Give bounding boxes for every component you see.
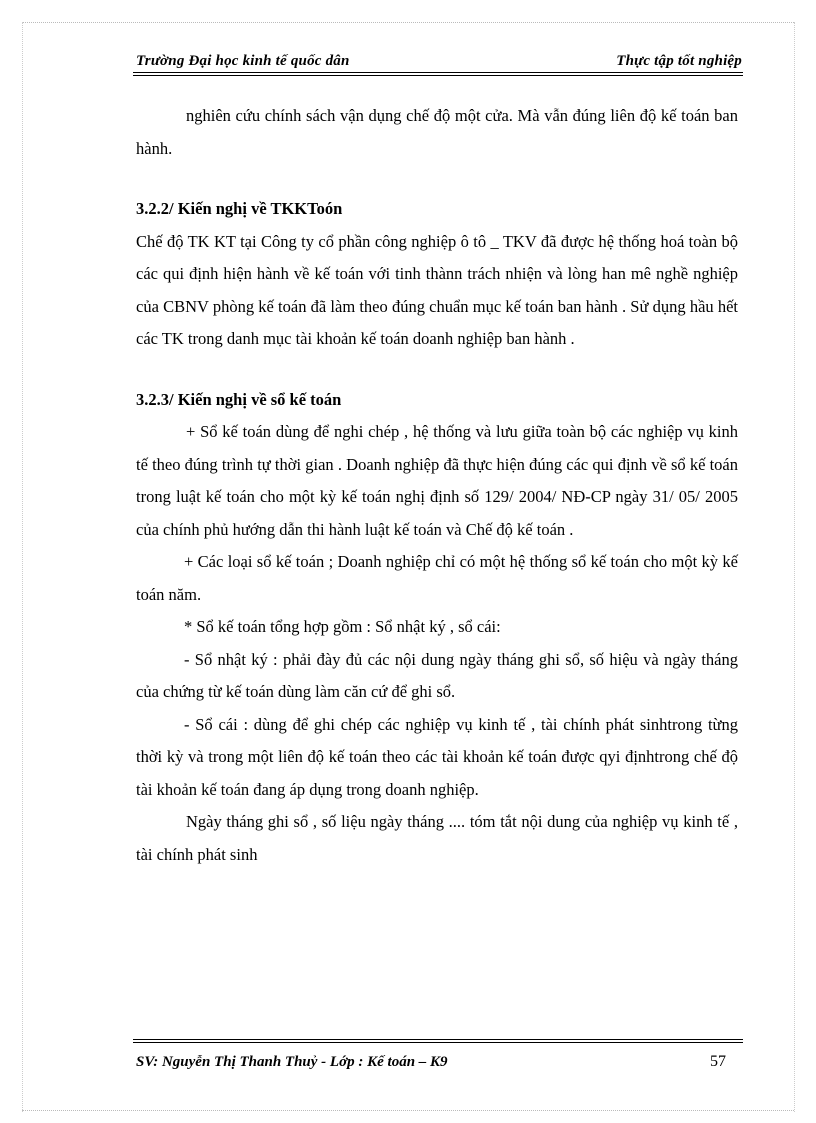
section-323-paragraph-5: - Sổ cái : dùng để ghi chép các nghiệp vụ kinh tế , tài chính phát sinhtrong từng thời kỳ và trong một liên độ kế toán theo các tài khoản kế toán được qyi địnhtrong chế độ tài khoản kế toán đang áp dụng trong doanh nghiệp. <box>136 714 738 799</box>
section-322-text: Chế độ TK KT tại Công ty cổ phần công nghiệp ô tô _ TKV đã được hệ thống hoá toàn bộ các qui định hiện hành về kế toán với tinh thànn trách nhiện và lòng han mê nghề nghiệp của CBNV phòng kế toán đã làm theo đúng chuẩn mục kế toán ban hành . Sử dụng hầu hết các TK trong danh mục tài khoản kế toán doanh nghiệp ban hành . <box>136 231 738 348</box>
footer-rule-top <box>133 1039 743 1040</box>
page-border-left <box>22 22 23 1112</box>
header-rule-top <box>133 72 743 73</box>
footer-rule-bottom <box>133 1042 743 1043</box>
intro-paragraph: nghiên cứu chính sách vận dụng chế độ một cửa. Mà vẫn đúng liên độ kế toán ban hành. <box>136 106 738 158</box>
footer-student: SV: Nguyễn Thị Thanh Thuỷ - Lớp : Kế toán – K9 <box>136 1054 448 1070</box>
section-323-paragraph-1: + Sổ kế toán dùng để nghi chép , hệ thống và lưu giữa toàn bộ các nghiệp vụ kinh tế theo đúng trình tự thời gian . Doanh nghiệp đã thực hiện đúng các qui định về sổ kế toán trong luật kế toán cho một kỳ kế toán nghị định số 129/ 2004/ NĐ-CP ngày 31/ 05/ 2005 của chính phủ hướng dẫn thi hành luật kế toán và Chế độ kế toán . <box>136 422 738 539</box>
section-323-paragraph-2: + Các loại sổ kế toán ; Doanh nghiệp chỉ có một hệ thống sổ kế toán cho một kỳ kế toán năm. <box>136 552 738 604</box>
header-school: Trường Đại học kinh tế quốc dân <box>136 53 350 69</box>
page-footer <box>136 1053 726 1071</box>
page-body <box>136 100 738 871</box>
section-323-paragraph-3: * Sổ kế toán tổng hợp gồm : Sổ nhật ký , sổ cái: <box>184 617 501 636</box>
header-report-type: Thực tập tốt nghiệp <box>616 53 742 69</box>
header-rule-bottom <box>133 75 743 76</box>
section-heading-322: 3.2.2/ Kiến nghị về TKKToón <box>136 199 343 218</box>
page-border-right <box>794 22 795 1112</box>
section-323-paragraph-6: Ngày tháng ghi sổ , số liệu ngày tháng .... tóm tắt nội dung của nghiệp vụ kinh tế , tài chính phát sinh <box>136 812 738 864</box>
section-323-paragraph-4: - Sổ nhật ký : phải đày đủ các nội dung ngày tháng ghi sổ, số hiệu và ngày tháng của chứng từ kế toán dùng làm căn cứ để ghi sổ. <box>136 649 738 701</box>
page-header <box>136 44 742 70</box>
section-heading-323: 3.2.3/ Kiến nghị về sổ kế toán <box>136 389 342 409</box>
page-border-top <box>22 22 794 23</box>
page-number: 57 <box>710 1053 726 1070</box>
page-border-bottom <box>22 1110 794 1111</box>
